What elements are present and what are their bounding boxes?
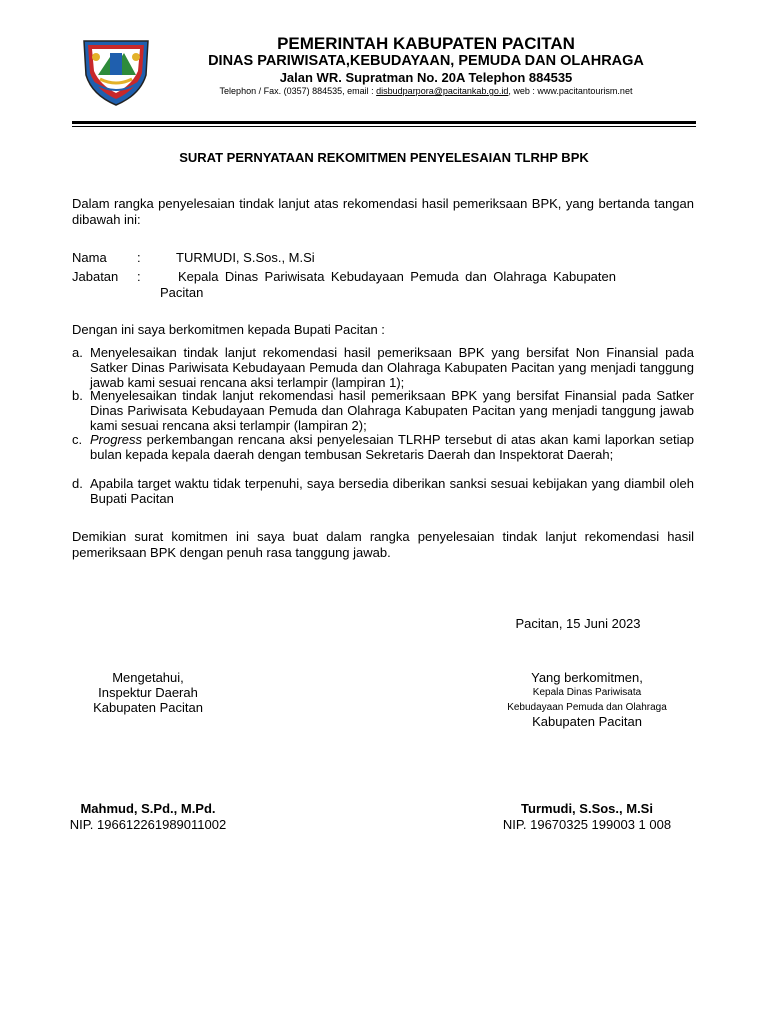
list-item <box>72 345 694 390</box>
letterhead-agency: DINAS PARIWISATA,KEBUDAYAAN, PEMUDA DAN OLAHRAGA <box>208 53 644 69</box>
list-item-text: Menyelesaikan tindak lanjut rekomendasi hasil pemeriksaan BPK yang bersifat Non Finansial pada Satker Dinas Pariwisata Kebudayaan Pemuda dan Olahraga Kabupaten Pacitan yang menjadi tanggung jawab kami sesuai rencana aksi terlampir (lampiran 1); <box>90 345 694 390</box>
left-signer-name: Mahmud, S.Pd., M.Pd. <box>80 801 216 816</box>
intro-paragraph: Dalam rangka penyelesaian tindak lanjut atas rekomendasi hasil pemeriksaan BPK, yang bertanda tangan dibawah ini: <box>72 196 694 227</box>
list-item-rest: perkembangan rencana aksi penyelesaian TLRHP tersebut di atas akan kami laporkan setiap bulan kepada kepala daerah dengan tembusan Sekretaris Daerah dan Inspektorat Daerah; <box>90 432 694 462</box>
letterhead-rule-thick <box>72 121 696 124</box>
name-colon: : <box>137 250 141 265</box>
letterhead-address: Jalan WR. Supratman No. 20A Telephon 884535 <box>279 70 573 85</box>
place-date: Pacitan, 15 Juni 2023 <box>515 616 641 631</box>
left-signer-unit: Kabupaten Pacitan <box>93 700 203 715</box>
position-value: Kepala Dinas Pariwisata Kebudayaan Pemuda dan Olahraga Kabupaten Pacitan <box>160 269 616 300</box>
list-item <box>72 476 694 506</box>
position-label: Jabatan <box>72 269 119 284</box>
position-colon: : <box>137 269 141 284</box>
list-marker: d. <box>72 476 83 491</box>
list-item-text <box>90 432 694 462</box>
left-signer-acknowledge: Mengetahui, <box>112 670 184 685</box>
right-signer-nip: NIP. 19670325 199003 1 008 <box>502 817 672 832</box>
list-item <box>72 432 694 462</box>
letterhead-government: PEMERINTAH KABUPATEN PACITAN <box>277 34 575 53</box>
letterhead-rule-thin <box>72 126 696 127</box>
name-label: Nama <box>72 250 107 265</box>
commitment-intro: Dengan ini saya berkomitmen kepada Bupati Pacitan : <box>72 322 385 337</box>
email-link[interactable]: disbudparpora@pacitankab.go.id <box>376 86 509 96</box>
right-signer-unit: Kabupaten Pacitan <box>532 714 642 729</box>
contact-suffix: , web : www.pacitantourism.net <box>508 86 633 96</box>
left-signer-nip: NIP. 196612261989011002 <box>69 817 227 832</box>
document-title: SURAT PERNYATAAN REKOMITMEN PENYELESAIAN TLRHP BPK <box>179 150 589 165</box>
list-item <box>72 388 694 433</box>
right-signer-name: Turmudi, S.Sos., M.Si <box>521 801 653 816</box>
right-signer-title: Kepala Dinas Pariwisata <box>532 687 642 698</box>
right-signer-committed: Yang berkomitmen, <box>531 670 643 685</box>
name-value: TURMUDI, S.Sos., M.Si <box>176 250 315 265</box>
list-marker: a. <box>72 345 83 360</box>
regency-emblem-icon <box>80 35 152 107</box>
contact-prefix: Telephon / Fax. (0357) 884535, email : <box>219 86 377 96</box>
list-item-text: Menyelesaikan tindak lanjut rekomendasi hasil pemeriksaan BPK yang bersifat Finansial pada Satker Dinas Pariwisata Kebudayaan Pemuda dan Olahraga Kabupaten Pacitan yang menjadi tanggung jawab kami sesuai rencana aksi terlampir (lampiran 2); <box>90 388 694 433</box>
list-marker: b. <box>72 388 83 403</box>
list-item-text: Apabila target waktu tidak terpenuhi, saya bersedia diberikan sanksi sesuai kebijakan yang diambil oleh Bupati Pacitan <box>90 476 694 506</box>
right-signer-agency: Kebudayaan Pemuda dan Olahraga <box>507 702 667 713</box>
letterhead-contact <box>160 86 692 96</box>
list-item-lead: Progress <box>90 432 143 447</box>
list-marker: c. <box>72 432 83 447</box>
closing-paragraph: Demikian surat komitmen ini saya buat dalam rangka penyelesaian tindak lanjut rekomendasi hasil pemeriksaan BPK dengan penuh rasa tanggung jawab. <box>72 529 694 560</box>
left-signer-title: Inspektur Daerah <box>98 685 198 700</box>
